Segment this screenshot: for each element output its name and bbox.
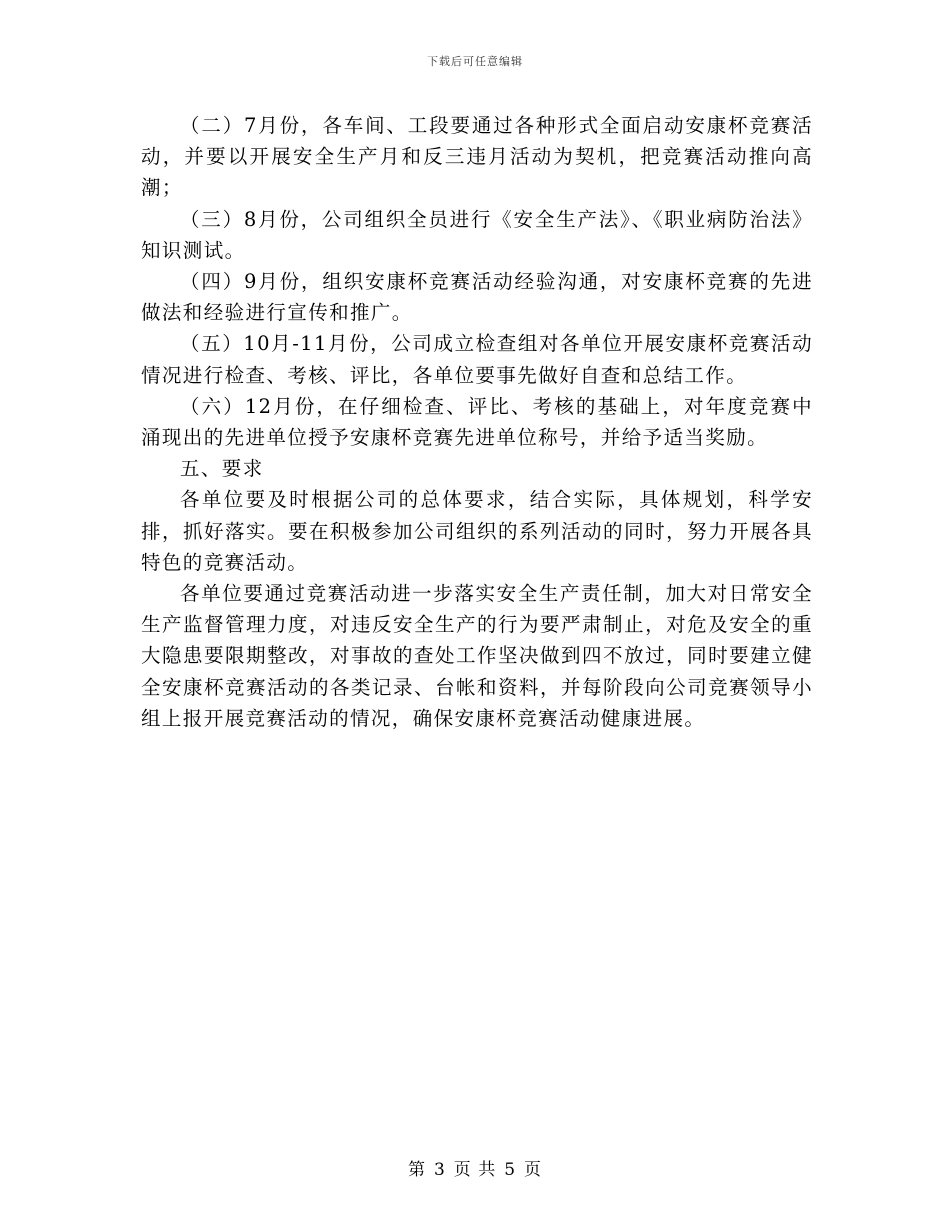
page-footer [0, 1155, 950, 1180]
footer-total-pages: 5 [504, 1160, 517, 1180]
footer-suffix: 页 [524, 1160, 543, 1180]
paragraph-september: （四）9月份，组织安康杯竞赛活动经验沟通，对安康杯竞赛的先进做法和经验进行宣传和推广。 [141, 270, 813, 325]
paragraph-august: （三）8月份，公司组织全员进行《安全生产法》、《职业病防治法》知识测试。 [141, 207, 813, 262]
page-header: 下载后可任意编辑 [427, 55, 523, 68]
paragraph-july: （二）7月份，各车间、工段要通过各种形式全面启动安康杯竞赛活动，并要以开展安全生产月和反三违月活动为契机，把竞赛活动推向高潮； [141, 114, 813, 200]
document-body [141, 110, 813, 734]
paragraph-requirements-1: 各单位要及时根据公司的总体要求，结合实际，具体规划，科学安排，抓好落实。要在积极参加公司组织的系列活动的同时，努力开展各具特色的竞赛活动。 [141, 488, 813, 574]
paragraph-december: （六）12月份，在仔细检查、评比、考核的基础上，对年度竞赛中涌现出的先进单位授予安康杯竞赛先进单位称号，并给予适当奖励。 [141, 394, 813, 450]
section-heading-requirements: 五、要求 [180, 457, 264, 481]
footer-current-page: 3 [433, 1160, 446, 1180]
footer-prefix: 第 [407, 1160, 426, 1180]
paragraph-requirements-2: 各单位要通过竞赛活动进一步落实安全生产责任制，加大对日常安全生产监督管理力度，对违反安全生产的行为要严肃制止，对危及安全的重大隐患要限期整改，对事故的查处工作坚决做到四不放过，同时要建立健全安康杯竞赛活动的各类记录、台帐和资料，并每阶段向公司竞赛领导小组上报开展竞赛活动的情况，确保安康杯竞赛活动健康进展。 [141, 582, 813, 730]
paragraph-october-november: （五）10月-11月份，公司成立检查组对各单位开展安康杯竞赛活动情况进行检查、考核、评比，各单位要事先做好自查和总结工作。 [141, 332, 813, 387]
footer-middle: 页 共 [453, 1160, 497, 1180]
